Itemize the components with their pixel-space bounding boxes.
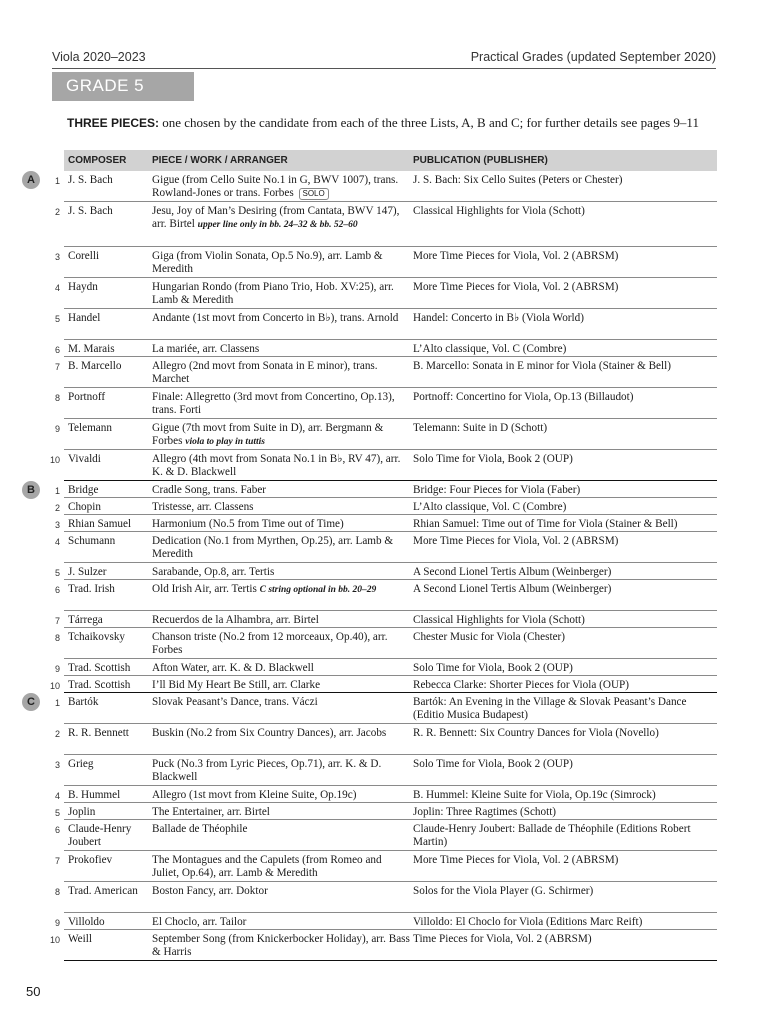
piece-cell — [152, 631, 410, 657]
publication-cell: A Second Lionel Tertis Album (Weinberger) — [413, 583, 612, 595]
piece-text: Allegro (4th movt from Sonata No.1 in B♭, RV 47), arr. K. & D. Blackwell — [152, 453, 401, 478]
row-number: 7 — [54, 856, 60, 866]
piece-cell — [152, 662, 410, 675]
piece-text: Gigue (7th movt from Suite in D), arr. Bergmann & Forbes — [152, 422, 384, 447]
table-row — [54, 913, 717, 930]
row-number: 9 — [54, 664, 60, 674]
piece-cell — [152, 583, 410, 597]
publication-cell: Portnoff: Concertino for Viola, Op.13 (Billaudot) — [413, 391, 634, 403]
publication-cell: Claude-Henry Joubert: Ballade de Théophile (Editions Robert Martin) — [413, 823, 691, 848]
piece-cell — [152, 614, 410, 627]
composer-cell: M. Marais — [68, 343, 115, 355]
publication-cell: More Time Pieces for Viola, Vol. 2 (ABRSM) — [413, 250, 619, 262]
col-piece: PIECE / WORK / ARRANGER — [152, 155, 288, 166]
row-number: 2 — [54, 207, 60, 217]
publication-cell: Time Pieces for Viola, Vol. 2 (ABRSM) — [413, 933, 592, 945]
piece-cell — [152, 806, 410, 819]
publication-cell: Bridge: Four Pieces for Viola (Faber) — [413, 484, 581, 496]
composer-cell: Claude-Henry Joubert — [68, 823, 132, 848]
intro-text: one chosen by the candidate from each of the three Lists, A, B and C; for further details see pages 9–11 — [162, 115, 699, 130]
publication-cell: Solo Time for Viola, Book 2 (OUP) — [413, 453, 573, 465]
composer-cell: Trad. Scottish — [68, 662, 131, 674]
table-row — [54, 388, 717, 419]
piece-text: Allegro (1st movt from Kleine Suite, Op.19c) — [152, 789, 357, 801]
row-number: 3 — [54, 520, 60, 530]
table-row — [54, 693, 717, 724]
performance-note: upper line only in bb. 24–32 & bb. 52–60 — [197, 220, 358, 230]
table-row — [49, 930, 717, 961]
composer-cell: Bartók — [68, 696, 99, 708]
table-row — [54, 882, 717, 913]
composer-cell: J. S. Bach — [68, 174, 113, 186]
piece-cell — [152, 854, 410, 880]
piece-cell — [152, 518, 410, 531]
composer-cell: Villoldo — [68, 916, 105, 928]
composer-cell: Vivaldi — [68, 453, 101, 465]
piece-cell — [152, 916, 410, 929]
table-row — [54, 628, 717, 659]
publication-cell: Rebecca Clarke: Shorter Pieces for Viola (OUP) — [413, 679, 629, 691]
table-row — [54, 820, 717, 851]
table-row — [54, 340, 717, 357]
publication-cell: Rhian Samuel: Time out of Time for Viola (Stainer & Bell) — [413, 518, 678, 530]
table-row — [54, 202, 717, 247]
composer-cell: Schumann — [68, 535, 116, 547]
piece-cell — [152, 789, 410, 802]
publication-cell: Classical Highlights for Viola (Schott) — [413, 614, 585, 626]
header-right: Practical Grades (updated September 2020) — [470, 50, 716, 64]
row-number: 10 — [49, 935, 60, 945]
publication-cell: More Time Pieces for Viola, Vol. 2 (ABRSM) — [413, 854, 619, 866]
composer-cell: Haydn — [68, 281, 98, 293]
piece-text: Finale: Allegretto (3rd movt from Concertino, Op.13), trans. Forti — [152, 391, 395, 416]
row-number: 3 — [54, 760, 60, 770]
piece-text: Ballade de Théophile — [152, 823, 248, 835]
piece-cell — [152, 679, 410, 692]
piece-cell — [152, 312, 410, 325]
row-number: 1 — [54, 176, 60, 186]
publication-cell: B. Marcello: Sonata in E minor for Viola (Stainer & Bell) — [413, 360, 671, 372]
table-row — [54, 786, 717, 803]
piece-text: Chanson triste (No.2 from 12 morceaux, Op.40), arr. Forbes — [152, 631, 388, 656]
publication-cell: More Time Pieces for Viola, Vol. 2 (ABRSM) — [413, 281, 619, 293]
piece-cell — [152, 566, 410, 579]
list-badge-b: B — [22, 481, 40, 499]
composer-cell: B. Hummel — [68, 789, 121, 801]
row-number: 10 — [49, 455, 60, 465]
piece-text: Jesu, Joy of Man’s Desiring (from Cantata, BWV 147), arr. Birtel — [152, 205, 400, 230]
publication-cell: Villoldo: El Choclo for Viola (Editions Marc Reift) — [413, 916, 643, 928]
piece-cell — [152, 696, 410, 709]
composer-cell: Handel — [68, 312, 101, 324]
header-left: Viola 2020–2023 — [52, 50, 146, 64]
piece-text: Boston Fancy, arr. Doktor — [152, 885, 268, 897]
piece-text: Sarabande, Op.8, arr. Tertis — [152, 566, 275, 578]
composer-cell: Corelli — [68, 250, 100, 262]
row-number: 3 — [54, 252, 60, 262]
piece-cell — [152, 823, 410, 836]
table-row — [54, 803, 717, 820]
composer-cell: Trad. American — [68, 885, 138, 897]
piece-cell — [152, 453, 410, 479]
publication-cell: A Second Lionel Tertis Album (Weinberger) — [413, 566, 612, 578]
piece-text: Andante (1st movt from Concerto in B♭), trans. Arnold — [152, 312, 399, 324]
row-number: 5 — [54, 568, 60, 578]
publication-cell: L’Alto classique, Vol. C (Combre) — [413, 343, 567, 355]
table-row — [54, 755, 717, 786]
composer-cell: Rhian Samuel — [68, 518, 132, 530]
piece-cell — [152, 535, 410, 561]
piece-text: Slovak Peasant’s Dance, trans. Váczi — [152, 696, 318, 708]
grade-title: GRADE 5 — [52, 72, 194, 101]
publication-cell: Solo Time for Viola, Book 2 (OUP) — [413, 662, 573, 674]
row-number: 5 — [54, 808, 60, 818]
page-number: 50 — [26, 984, 41, 999]
composer-cell: Prokofiev — [68, 854, 113, 866]
table-row — [54, 481, 717, 498]
table-row — [54, 724, 717, 755]
performance-note: C string optional in bb. 20–29 — [259, 585, 377, 595]
table-row — [49, 676, 717, 693]
publication-cell: Bartók: An Evening in the Village & Slovak Peasant’s Dance (Editio Musica Budapest) — [413, 696, 687, 721]
running-header — [52, 50, 716, 68]
composer-cell: Trad. Scottish — [68, 679, 131, 691]
header-rule — [52, 68, 716, 69]
publication-cell: More Time Pieces for Viola, Vol. 2 (ABRSM) — [413, 535, 619, 547]
row-number: 6 — [54, 585, 60, 595]
composer-cell: Chopin — [68, 501, 101, 513]
solo-badge: SOLO — [299, 188, 329, 200]
table-row — [54, 659, 717, 676]
table-row — [54, 247, 717, 278]
piece-text: Cradle Song, trans. Faber — [152, 484, 267, 496]
piece-cell — [152, 250, 410, 276]
composer-cell: Tchaikovsky — [68, 631, 126, 643]
row-number: 9 — [54, 424, 60, 434]
row-number: 9 — [54, 918, 60, 928]
piece-text: The Montagues and the Capulets (from Romeo and Juliet, Op.64), arr. Lamb & Meredith — [152, 854, 382, 879]
table-row — [54, 357, 717, 388]
table-row — [54, 532, 717, 563]
piece-cell — [152, 281, 410, 307]
piece-text: Dedication (No.1 from Myrthen, Op.25), arr. Lamb & Meredith — [152, 535, 394, 560]
publication-cell: J. S. Bach: Six Cello Suites (Peters or Chester) — [413, 174, 623, 186]
publication-cell: Solos for the Viola Player (G. Schirmer) — [413, 885, 594, 897]
table-row — [54, 563, 717, 580]
publication-cell: L’Alto classique, Vol. C (Combre) — [413, 501, 567, 513]
composer-cell: Portnoff — [68, 391, 106, 403]
composer-cell: J. Sulzer — [68, 566, 107, 578]
table-row — [54, 580, 717, 611]
piece-text: I’ll Bid My Heart Be Still, arr. Clarke — [152, 679, 321, 691]
row-number: 8 — [54, 633, 60, 643]
piece-text: Old Irish Air, arr. Tertis — [152, 583, 257, 595]
piece-cell — [152, 933, 410, 959]
publication-cell: B. Hummel: Kleine Suite for Viola, Op.19c (Simrock) — [413, 789, 656, 801]
composer-cell: Bridge — [68, 484, 99, 496]
piece-cell — [152, 727, 410, 740]
table-row — [54, 278, 717, 309]
publication-cell: R. R. Bennett: Six Country Dances for Viola (Novello) — [413, 727, 659, 739]
composer-cell: Telemann — [68, 422, 112, 434]
table-header — [64, 150, 717, 171]
row-number: 2 — [54, 729, 60, 739]
composer-cell: Tárrega — [68, 614, 103, 626]
piece-text: Harmonium (No.5 from Time out of Time) — [152, 518, 344, 530]
composer-cell: R. R. Bennett — [68, 727, 129, 739]
list-badge-c: C — [22, 693, 40, 711]
row-number: 8 — [54, 887, 60, 897]
table-row — [54, 498, 717, 515]
table-row — [54, 611, 717, 628]
row-number: 8 — [54, 393, 60, 403]
row-number: 5 — [54, 314, 60, 324]
composer-cell: Weill — [68, 933, 92, 945]
composer-cell: Grieg — [68, 758, 94, 770]
publication-cell: Classical Highlights for Viola (Schott) — [413, 205, 585, 217]
piece-cell — [152, 391, 410, 417]
publication-cell: Handel: Concerto in B♭ (Viola World) — [413, 312, 584, 324]
row-number: 4 — [54, 537, 60, 547]
piece-cell — [152, 758, 410, 784]
piece-cell — [152, 205, 410, 232]
col-publication: PUBLICATION (PUBLISHER) — [413, 155, 548, 166]
publication-cell: Telemann: Suite in D (Schott) — [413, 422, 548, 434]
row-number: 6 — [54, 345, 60, 355]
row-number: 7 — [54, 362, 60, 372]
list-badge-a: A — [22, 171, 40, 189]
piece-text: September Song (from Knickerbocker Holiday), arr. Bass & Harris — [152, 933, 410, 958]
pieces-table — [49, 150, 717, 961]
piece-text: Afton Water, arr. K. & D. Blackwell — [152, 662, 314, 674]
piece-cell — [152, 343, 410, 356]
intro-paragraph — [67, 115, 707, 131]
piece-cell — [152, 360, 410, 386]
piece-cell — [152, 885, 410, 898]
row-number: 4 — [54, 283, 60, 293]
table-row — [54, 851, 717, 882]
composer-cell: Joplin — [68, 806, 96, 818]
piece-text: Giga (from Violin Sonata, Op.5 No.9), arr. Lamb & Meredith — [152, 250, 383, 275]
piece-text: La mariée, arr. Classens — [152, 343, 260, 355]
piece-text: The Entertainer, arr. Birtel — [152, 806, 270, 818]
table-row — [54, 419, 717, 450]
piece-cell — [152, 422, 410, 449]
row-number: 4 — [54, 791, 60, 801]
row-number: 10 — [49, 681, 60, 691]
row-number: 2 — [54, 503, 60, 513]
piece-cell — [152, 501, 410, 514]
piece-text: Hungarian Rondo (from Piano Trio, Hob. XV:25), arr. Lamb & Meredith — [152, 281, 394, 306]
performance-note: viola to play in tuttis — [185, 437, 265, 447]
publication-cell: Joplin: Three Ragtimes (Schott) — [413, 806, 557, 818]
row-number: 7 — [54, 616, 60, 626]
piece-text: Tristesse, arr. Classens — [152, 501, 254, 513]
row-number: 1 — [54, 486, 60, 496]
table-row — [54, 309, 717, 340]
piece-text: Puck (No.3 from Lyric Pieces, Op.71), arr. K. & D. Blackwell — [152, 758, 382, 783]
table-row — [49, 450, 717, 481]
piece-text: Recuerdos de la Alhambra, arr. Birtel — [152, 614, 319, 626]
piece-text: El Choclo, arr. Tailor — [152, 916, 247, 928]
publication-cell: Chester Music for Viola (Chester) — [413, 631, 565, 643]
piece-text: Gigue (from Cello Suite No.1 in G, BWV 1007), trans. Rowland-Jones or trans. Forbes — [152, 174, 399, 199]
composer-cell: B. Marcello — [68, 360, 122, 372]
col-composer: COMPOSER — [68, 155, 127, 166]
composer-cell: J. S. Bach — [68, 205, 113, 217]
piece-text: Buskin (No.2 from Six Country Dances), arr. Jacobs — [152, 727, 387, 739]
row-number: 1 — [54, 698, 60, 708]
piece-cell — [152, 174, 410, 200]
piece-text: Allegro (2nd movt from Sonata in E minor), trans. Marchet — [152, 360, 378, 385]
table-row — [54, 171, 717, 202]
piece-cell — [152, 484, 410, 497]
publication-cell: Solo Time for Viola, Book 2 (OUP) — [413, 758, 573, 770]
table-body — [49, 171, 717, 961]
row-number: 6 — [54, 825, 60, 835]
table-row — [54, 515, 717, 532]
intro-lead: THREE PIECES: — [67, 116, 160, 130]
composer-cell: Trad. Irish — [68, 583, 115, 595]
